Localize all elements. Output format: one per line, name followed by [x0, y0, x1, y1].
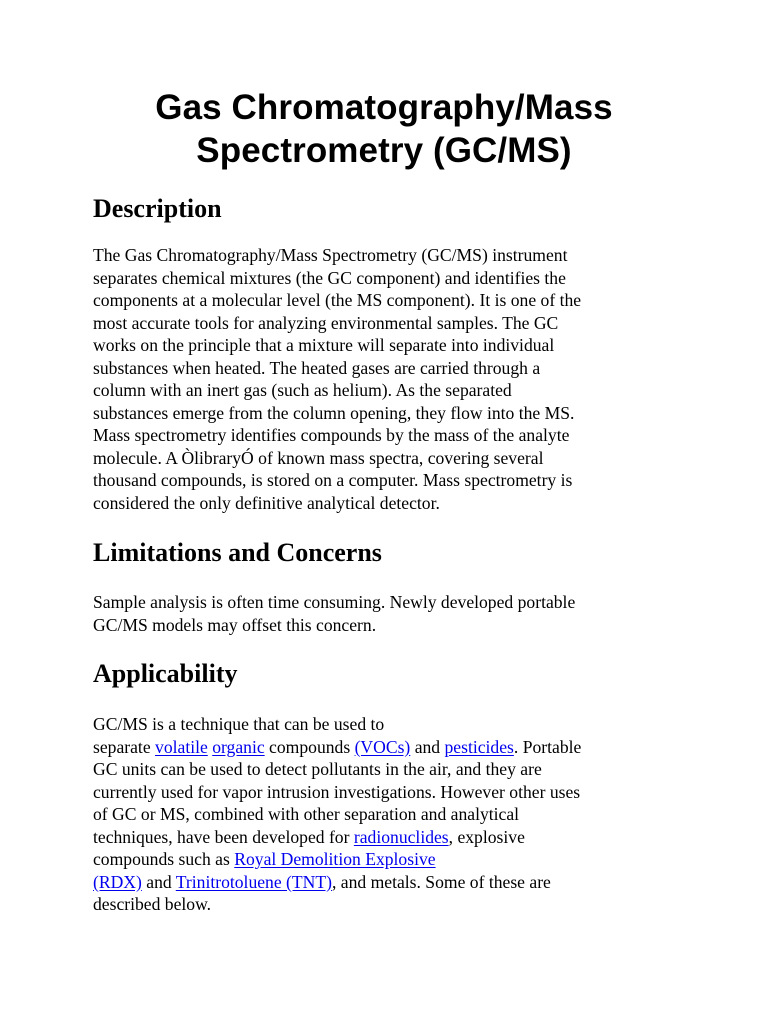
title-line-2: Spectrometry (GC/MS): [196, 131, 572, 170]
description-line: most accurate tools for analyzing environmental samples. The GC: [93, 312, 559, 333]
link-vocs[interactable]: (VOCs): [354, 736, 411, 757]
document-page: [93, 86, 693, 916]
description-line: works on the principle that a mixture will separate into individual: [93, 335, 555, 355]
description-line: Mass spectrometry identifies compounds by the mass of the analyte: [93, 425, 570, 445]
applicability-text: GC/MS is a technique that can be used to: [93, 714, 385, 734]
description-line: thousand compounds, is stored on a computer. Mass spectrometry is: [93, 470, 573, 490]
link-pesticides[interactable]: pesticides: [444, 736, 514, 757]
applicability-text: GC units can be used to detect pollutants in the air, and they are: [93, 759, 542, 779]
title-line-1: Gas Chromatography/Mass: [155, 88, 613, 127]
description-line: molecule. A ÒlibraryÓ of known mass spectra, covering several: [93, 447, 544, 468]
applicability-text: described below.: [93, 894, 212, 914]
description-line: considered the only definitive analytical detector.: [93, 492, 440, 513]
description-line: components at a molecular level (the MS component). It is one of the: [93, 290, 582, 310]
limitations-heading: Limitations and Concerns: [93, 538, 382, 567]
description-line: substances emerge from the column opening, they flow into the MS.: [93, 402, 575, 423]
description-paragraph: [93, 244, 693, 514]
applicability-heading: Applicability: [93, 659, 238, 688]
applicability-text: of GC or MS, combined with other separation and analytical: [93, 804, 520, 824]
limitations-paragraph: [93, 591, 693, 636]
description-heading: Description: [93, 194, 222, 223]
applicability-paragraph: [93, 713, 693, 916]
page-title: [93, 86, 675, 172]
link-radionuclides[interactable]: radionuclides: [353, 826, 449, 847]
applicability-text: . Portable: [513, 736, 582, 757]
link-tnt[interactable]: Trinitrotoluene (TNT): [175, 871, 332, 892]
applicability-text: and: [141, 871, 176, 892]
description-line: separates chemical mixtures (the GC component) and identifies the: [93, 267, 566, 288]
applicability-text: techniques, have been developed for: [93, 826, 354, 847]
description-line: The Gas Chromatography/Mass Spectrometry (GC/MS) instrument: [93, 245, 568, 265]
description-line: column with an inert gas (such as helium). As the separated: [93, 380, 512, 400]
applicability-text: and: [410, 736, 445, 757]
applicability-text: , and metals. Some of these are: [331, 871, 551, 892]
applicability-text: , explosive: [448, 826, 525, 847]
link-organic[interactable]: organic: [212, 736, 265, 757]
applicability-text: compounds: [264, 736, 355, 757]
limitations-line: GC/MS models may offset this concern.: [93, 614, 377, 635]
applicability-text: currently used for vapor intrusion investigations. However other uses: [93, 781, 581, 802]
description-line: substances when heated. The heated gases are carried through a: [93, 357, 541, 378]
applicability-text: separate: [93, 736, 156, 757]
link-rdx-abbrev[interactable]: (RDX): [93, 871, 142, 892]
applicability-text: compounds such as: [93, 849, 235, 869]
link-volatile[interactable]: volatile: [155, 736, 208, 757]
limitations-line: Sample analysis is often time consuming. Newly developed portable: [93, 592, 576, 612]
link-rdx[interactable]: Royal Demolition Explosive: [234, 849, 436, 869]
